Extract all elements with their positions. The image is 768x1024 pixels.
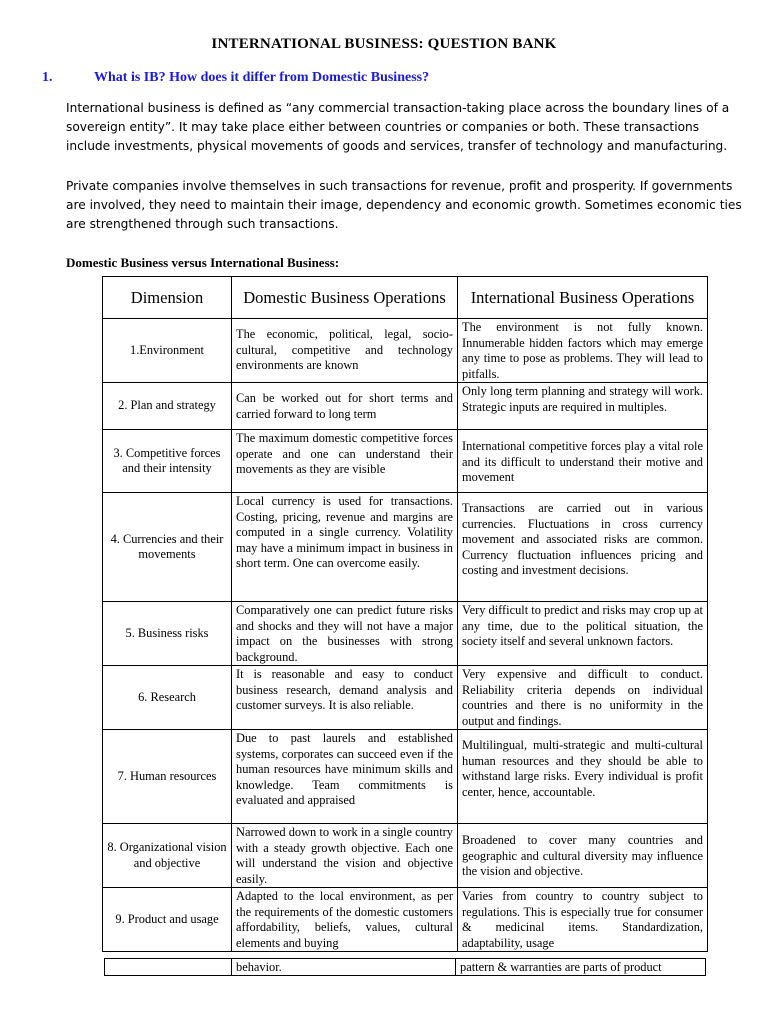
domestic-cell: Can be worked out for short terms and carried forward to long term <box>232 383 458 430</box>
dimension-cell: 6. Research <box>103 666 232 730</box>
dimension-cell: 3. Competitive forces and their intensity <box>103 430 232 493</box>
continuation-table <box>104 958 706 976</box>
table-row <box>103 493 708 602</box>
dimension-cell: 9. Product and usage <box>103 888 232 952</box>
table-row <box>103 730 708 824</box>
table-header-row <box>103 277 708 319</box>
table-row <box>103 888 708 952</box>
domestic-cell: Adapted to the local environment, as per the requirements of the domestic customers affordability, beliefs, values, cultural elements and buying <box>232 888 458 952</box>
international-cell: Transactions are carried out in various currencies. Fluctuations in cross currency movement and associated risks are common. Currency fluctuation influences pricing and costing and investment decisions. <box>458 493 708 602</box>
table-row <box>103 602 708 666</box>
international-cell: Very difficult to predict and risks may crop up at any time, due to the political situation, the society itself and several unknown factors. <box>458 602 708 666</box>
international-cell: Only long term planning and strategy will work. Strategic inputs are required in multiples. <box>458 383 708 430</box>
paragraph-private-companies: Private companies involve themselves in such transactions for revenue, profit and prosperity. If governments are involved, they need to maintain their image, dependency and economic growth. Sometimes economic ties are strengthened through such transactions. <box>66 179 742 231</box>
domestic-cell: It is reasonable and easy to conduct business research, demand analysis and customer surveys. It is also reliable. <box>232 666 458 730</box>
dimension-cell: 5. Business risks <box>103 602 232 666</box>
header-international: International Business Operations <box>458 277 708 319</box>
domestic-cell: Comparatively one can predict future risks and shocks and they will not have a major impact on the businesses with strong background. <box>232 602 458 666</box>
dimension-cell: 1.Environment <box>103 319 232 383</box>
dimension-cell: 8. Organizational vision and objective <box>103 824 232 888</box>
continuation-domestic-cell: behavior. <box>232 959 456 976</box>
dimension-cell: 2. Plan and strategy <box>103 383 232 430</box>
international-cell: International competitive forces play a vital role and its difficult to understand their motive and movement <box>458 430 708 493</box>
table-row <box>103 824 708 888</box>
domestic-cell: Due to past laurels and established systems, corporates can succeed even if the human resources have minimum skills and knowledge. Team commitments is evaluated and appraised <box>232 730 458 824</box>
international-cell: Broadened to cover many countries and geographic and cultural diversity may influence the vision and objective. <box>458 824 708 888</box>
comparison-table <box>102 276 708 952</box>
paragraph-definition: International business is defined as “any commercial transaction-taking place across the boundary lines of a sovereign entity”. It may take place either between countries or companies or both. These transactions include investments, physical movements of goods and services, transfer of technology and manufacturing. <box>66 101 730 153</box>
continuation-dimension-cell <box>105 959 232 976</box>
table-row <box>103 666 708 730</box>
continuation-international-cell: pattern & warranties are parts of product <box>456 959 706 976</box>
dimension-cell: 4. Currencies and their movements <box>103 493 232 602</box>
dimension-cell: 7. Human resources <box>103 730 232 824</box>
international-cell: The environment is not fully known. Innumerable hidden factors which may emerge any time to pose as problems. They will lead to pitfalls. <box>458 319 708 383</box>
international-cell: Very expensive and difficult to conduct. Reliability criteria depends on individual countries and there is no uniformity in the output and findings. <box>458 666 708 730</box>
question-text: What is IB? How does it differ from Domestic Business? <box>94 70 430 85</box>
question-number: 1. <box>42 70 53 85</box>
table-subheading: Domestic Business versus International Business: <box>66 255 340 270</box>
header-domestic: Domestic Business Operations <box>232 277 458 319</box>
continuation-row <box>105 959 706 976</box>
table-row <box>103 430 708 493</box>
domestic-cell: The economic, political, legal, socio-cultural, competitive and technology environments are known <box>232 319 458 383</box>
domestic-cell: Local currency is used for transactions. Costing, pricing, revenue and margins are computed in a single currency. Volatility may have a minimum impact in business in short term. One can overcome easily. <box>232 493 458 602</box>
domestic-cell: The maximum domestic competitive forces operate and one can understand their movements as they are visible <box>232 430 458 493</box>
question-heading <box>42 70 429 86</box>
table-row <box>103 319 708 383</box>
header-dimension: Dimension <box>103 277 232 319</box>
international-cell: Multilingual, multi-strategic and multi-cultural human resources and they should be able to withstand large risks. Every individual is profit center, hence, accountable. <box>458 730 708 824</box>
international-cell: Varies from country to country subject to regulations. This is especially true for consumer & medicinal items. Standardization, adaptability, usage <box>458 888 708 952</box>
page-title: INTERNATIONAL BUSINESS: QUESTION BANK <box>211 36 557 52</box>
domestic-cell: Narrowed down to work in a single country with a steady growth objective. Each one will understand the vision and objective easily. <box>232 824 458 888</box>
table-row <box>103 383 708 430</box>
